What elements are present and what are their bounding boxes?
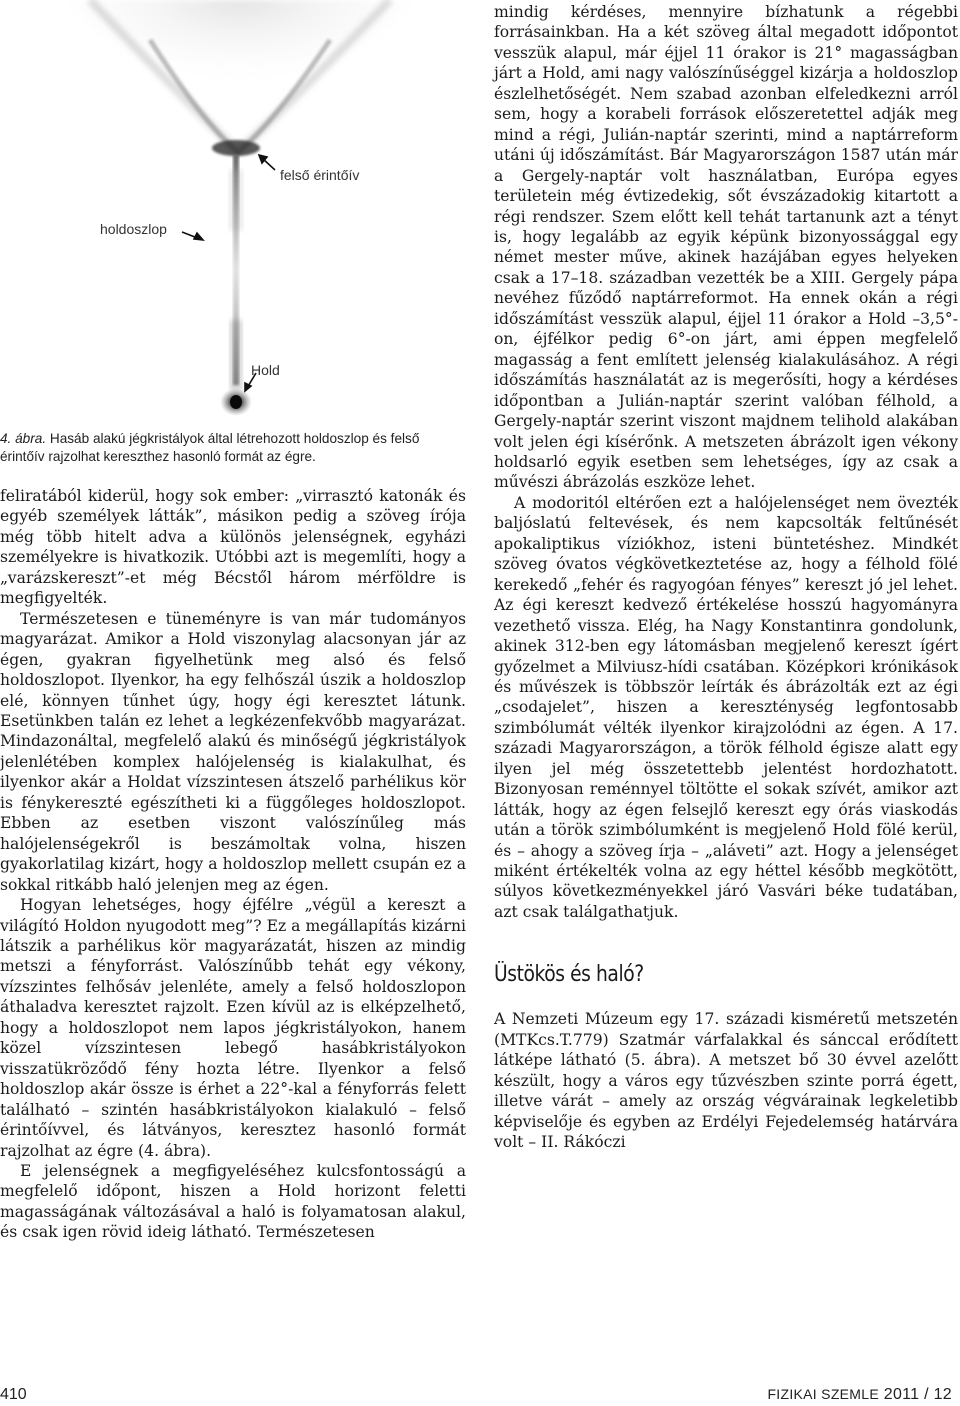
moon	[220, 388, 252, 416]
paragraph: Természetesen e tüneményre is van már tudományos magyarázat. Amikor a Hold viszonylag alacsonyan jár az égen, gyakran figyelhetünk meg alsó és felső holdoszlopot. Ilyenkor, ha egy felhőszál úszik a holdoszlop elé, könnyen tűnhet úgy, hogy égi keresztet látunk. Esetünkben talán ez lehet a legkézenfekvőbb magyarázat. Mindazonáltal, megfelelő alakú és minőségű jégkristályok jelenlétében komplex halójelenség is kialakulhat, és ilyenkor akár a Holdat vízszintesen átszelő parhélikus kör is fénykereszté egészítheti ki a függőleges holdoszlopot. Ebben az esetben viszont valószínűleg más halójelenségekről is beszámoltak volna, hiszen gyakorlatilag kizárt, hogy a holdoszlop mellett csupán ez a sokkal ritkább haló jelenjen meg az égen.	[0, 609, 466, 894]
left-column	[0, 0, 466, 1243]
journal-name: FIZIKAI SZEMLE	[767, 1386, 879, 1402]
caption-text: Hasáb alakú jégkristályok által létrehozott holdoszlop és felső érintőív rajzolhat kereszthez hasonló formát az égre.	[0, 431, 420, 464]
journal-footer	[767, 1386, 952, 1404]
right-column	[494, 2, 958, 1153]
paragraph: feliratából kiderül, hogy sok ember: „virrasztó katonák és egyéb személyek látták”, másikon pedig a szöveg írója még több hitelt adva a különös jelenségnek, egyházi személyekre is hivatkozik. Utóbbi azt is megemlíti, hogy a „varázskereszt”-et még Bécstől három mérföldre is megfigyelték.	[0, 487, 466, 608]
label-felso-erintoiv: felső érintőív	[280, 167, 360, 183]
paragraph: E jelenségnek a megfigyeléséhez kulcsfontosságú a megfelelő időpont, hiszen a Hold horizont feletti magasságának változásával a haló is folyamatosan alakul, és csak igen rövid ideig látható. Természetesen	[0, 1161, 466, 1242]
paragraph: A Nemzeti Múzeum egy 17. századi kisméretű metszetén (MTKcs.T.779) Szatmár várfalakkal és sánccal erődített látképe látható (5. ábra). A metszet bő 30 évvel azelőtt készült, hogy a város egy tűzvészben szinte porrá égett, illetve várát – amely az ország végvárainak legkeletibb képviselője és egyben az Erdélyi Fejedelemség határvára volt – II. Rákóczi	[494, 1010, 958, 1152]
paragraph: A modoritól eltérően ezt a halójelenséget nem övezték baljóslatú feltevések, és nem kapcsolták feltűnését apokaliptikus víziókhoz, isteni büntetéshez. Mindkét szöveg óvatos végkövetkeztetése az, hogy a félhold fölé kerekedő „fehér és ragyogóan fényes” kereszt jó jel lehet. Az égi kereszt kedvező értékelése hosszú hagyományra vezethető vissza. Elég, ha Nagy Konstantinra gondolunk, akinek 312-ben egy látomásban megjelenő kereszt ígért győzelmet a Milviusz-hídi csatában. Középkori krónikások és művészek is többször leírták és ábrázolták ezt az égi „csodajelet”, hiszen a kereszténység legfontosabb szimbólumát vélték ilyenkor kirajzolódni az égen. A 17. századi Magyarországon, a török félhold égisze alatt egy ilyen jel még összetettebb jelentést hordozhatott. Bizonyosan reménnyel töltötte el sokak szívét, amikor azt látták, hogy az égen felsejlő kereszt egy órás viaskodás után a török szimbólumként is megjelenő Hold fölé kerül, és – ahogy a szöveg írja – „aláveti” azt. Hogy a jelenséget miként értékelték volna az egy héttel később megkötött, súlyos következményekkel járó Vasvári béke tudatában, azt csak találgathatjuk.	[494, 493, 958, 921]
page-number: 410	[0, 1386, 27, 1403]
figure-4	[0, 0, 466, 422]
paragraph: Hogyan lehetséges, hogy éjfélre „végül a kereszt a világító Holdon nyugodott meg”? Ez a megállapítás kizárni látszik a parhélikus kör magyarázatát, hiszen az mindig metszi a fényforrást. Valószínűbb tehát egy vékony, vízszintes felhősáv jelenléte, amely a felső holdoszlopon áthaladva keresztet rajzolt. Ezen kívül az is elképzelhető, hogy a holdoszlopot nem lapos jégkristályokon, hanem közel vízszintesen lebegő hasábkristályokon visszatükröződő fény hozta létre. Ilyenkor a felső holdoszlop akár össze is érhet a 22°-kal a fényforrás felett található – szintén hasábkristályokon kialakuló – felső érintőívvel, és látványos, keresztez hasonló formát rajzolhat az égre (4. ábra).	[0, 896, 466, 1160]
halo-photo	[0, 0, 466, 422]
caption-number: 4. ábra.	[0, 431, 47, 446]
paragraph: mindig kérdéses, mennyire bízhatunk a régebbi forrásainkban. Ha a két szöveg által megadott időpontot vesszük alapul, már éjjel 11 órakor is 21° magasságban járt a Hold, ami nagy valószínűséggel kizárja a holdoszlop észlelhetőségét. Nem szabad azonban elfeledkezni arról sem, hogy a korabeli források előszeretettel adják meg mind a régi, Julián-naptár szerinti, mind a naptárreform utáni új időszámítást. Bár Magyarországon 1587 után már a Gergely-naptár volt használatban, Európa egyes területein még évtizedekig, sőt évszázadokig kitartott a régi rendszer. Szem előtt kell tehát tartanunk azt a tényt is, hogy legalább az egyik képünk bizonyossággal egy német mester műve, akinek hazájában egyes helyeken csak a 17–18. században vezették be a XIII. Gergely pápa nevéhez fűződő naptárreformot. Ha ennek okán a régi időszámítást vesszük alapul, éjjel 11 órakor a Hold –3,5°-on, éjfélkor pedig 6°-on járt, ami éppen megfelelő magasság a fent említett jelenség kialakulásához. A régi időszámítás használatát az is megerősíti, hogy a kérdéses időpontban a Julián-naptár szerint valóban félhold, a Gergely-naptár szerint viszont majdnem telihold alakában volt jelen égi kísérőnk. A metszeten ábrázolt igen vékony holdsarló egyik esetben sem lehetséges, így az csak a művészi ábrázolás eszköze lehet.	[494, 3, 958, 492]
figure-caption	[0, 430, 466, 466]
label-hold: Hold	[251, 362, 280, 378]
journal-issue: 2011 / 12	[883, 1386, 952, 1403]
label-holdoszlop: holdoszlop	[100, 221, 167, 237]
section-heading: Üstökös és haló?	[494, 962, 644, 988]
